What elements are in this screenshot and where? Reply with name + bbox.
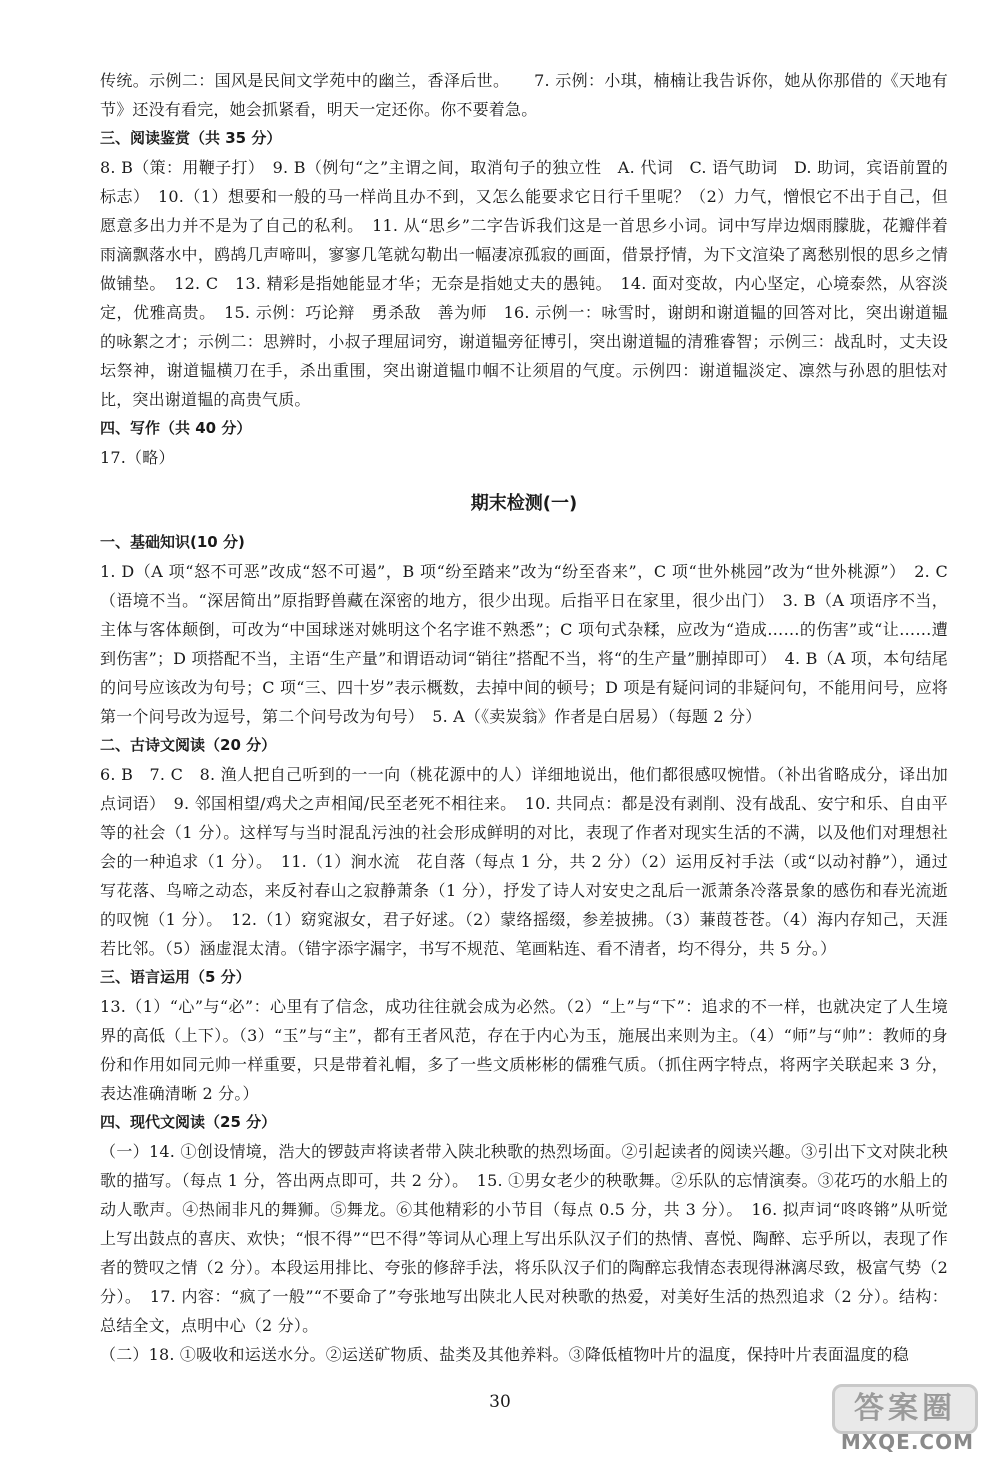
watermark-url: MXQE.COM <box>840 1430 974 1454</box>
exam-section-4-heading: 四、现代文阅读（25 分） <box>100 1113 277 1131</box>
exam-section-3-body: 13.（1）“心”与“必”：心里有了信念，成功往往就会成为必然。（2）“上”与“下”：追求的不一样，也就决定了人生境界的高低（上下）。（3）“玉”与“主”，都有王者风范，存在于内心为玉，施展出来则为主。（4）“师”与“帅”：教师的身份和作用如同元帅一样重要，只是带着礼帽，多了一些文质彬彬的儒雅气质。（抓住两字特点，将两字关联起来 3 分，表达准确清晰 2 分。） <box>100 997 948 1103</box>
exam-section-1-body: 1. D（A 项“怒不可恶”改成“怒不可遏”，B 项“纷至踏来”改为“纷至沓来”，C 项“世外桃园”改为“世外桃源”） 2. C（语境不当。“深居简出”原指野兽藏在深密的地方，很少出现。后指平日在家里，很少出门） 3. B（A 项语序不当，主体与客体颠倒，可改为“中国球迷对姚明这个名字谁不熟悉”；C 项句式杂糅，应改为“造成……的伤害”或“让……遭到伤害”；D 项搭配不当，主语“生产量”和谓语动词“销往”搭配不当，将“的生产量”删掉即可） 4. B（A 项，本句结尾的问号应该改为句号；C 项“三、四十岁”表示概数，去掉中间的顿号；D 项是有疑问词的非疑问句，不能用问号，应将第一个问号改为逗号，第二个问号改为句号） 5. A（《卖炭翁》作者是白居易）（每题 2 分） <box>100 562 948 726</box>
section-3-heading: 三、阅读鉴赏（共 35 分） <box>100 129 282 147</box>
section-4-heading: 四、写作（共 40 分） <box>100 419 252 437</box>
section-3-body: 8. B（策：用鞭子打） 9. B（例句“之”主谓之间，取消句子的独立性 A. 代词 C. 语气助词 D. 助词，宾语前置的标志） 10.（1）想要和一般的马一样尚且办不到，又怎么能要求它日行千里呢？（2）力气，憎恨它不出于自己，但愿意多出力并不是为了自己的私利。 11. 从“思乡”二字告诉我们这是一首思乡小词。词中写岸边烟雨朦胧，花瓣伴着雨滴飘落水中，鸥鸪几声啼叫，寥寥几笔就勾勒出一幅凄凉孤寂的画面，借景抒情，为下文渲染了离愁别恨的思乡之情做铺垫。 12. C 13. 精彩是指她能显才华；无奈是指她丈夫的愚钝。 14. 面对变故，内心坚定，心境泰然，从容淡定，优雅高贵。 15. 示例：巧论辩 勇杀敌 善为师 16. 示例一：咏雪时，谢朗和谢道韫的回答对比，突出谢道韫的咏絮之才；示例二：思辨时，小叔子理屈词穷，谢道韫旁征博引，突出谢道韫的清雅睿智；示例三：战乱时，丈夫设坛祭神，谢道韫横刀在手，杀出重围，突出谢道韫巾帼不让须眉的气度。示例四：谢道韫淡定、凛然与孙恩的胆怯对比，突出谢道韫的高贵气质。 <box>100 158 948 409</box>
exam-title: 期末检测(一) <box>470 493 578 514</box>
page-number: 30 <box>489 1392 511 1412</box>
exam-section-1-heading: 一、基础知识(10 分) <box>100 533 245 551</box>
intro-paragraph: 传统。示例二：国风是民间文学苑中的幽兰，香泽后世。 7. 示例：小琪，楠楠让我告诉你，她从你那借的《天地有节》还没有看完，她会抓紧看，明天一定还你。你不要着急。 <box>100 71 948 119</box>
exam-section-4-part-2: （二）18. ①吸收和运送水分。②运送矿物质、盐类及其他养料。③降低植物叶片的温度，保持叶片表面温度的稳 <box>100 1345 909 1364</box>
exam-section-2-body: 6. B 7. C 8. 渔人把自己听到的一一向（桃花源中的人）详细地说出，他们都很感叹惋惜。（补出省略成分，译出加点词语） 9. 邻国相望/鸡犬之声相闻/民至老死不相往来。 10. 共同点：都是没有剥削、没有战乱、安宁和乐、自由平等的社会（1 分）。这样写与当时混乱污浊的社会形成鲜明的对比，表现了作者对现实生活的不满，以及他们对理想社会的一种追求（1 分）。 11.（1）涧水流 花自落（每点 1 分，共 2 分）（2）运用反衬手法（或“以动衬静”），通过写花落、鸟啼之动态，来反衬春山之寂静萧条（1 分），抒发了诗人对安史之乱后一派萧条冷落景象的感伤和春光流逝的叹惋（1 分）。 12.（1）窈窕淑女，君子好逑。（2）蒙络摇缀，参差披拂。（3）蒹葭苍苍。（4）海内存知己，天涯若比邻。（5）涵虚混太清。（错字添字漏字，书写不规范、笔画粘连、看不清者，均不得分，共 5 分。） <box>100 765 948 958</box>
section-4-body: 17.（略） <box>100 448 175 467</box>
exam-section-2-heading: 二、古诗文阅读（20 分） <box>100 736 277 754</box>
watermark <box>832 1382 982 1454</box>
exam-section-3-heading: 三、语言运用（5 分） <box>100 968 251 986</box>
exam-section-4-body: （一）14. ①创设情境，浩大的锣鼓声将读者带入陕北秧歌的热烈场面。②引起读者的阅读兴趣。③引出下文对陕北秧歌的描写。（每点 1 分，答出两点即可，共 2 分）。 15. ①男女老少的秧歌舞。②乐队的忘情演奏。③花巧的水船上的动人歌声。④热闹非凡的舞狮。⑤舞龙。⑥其他精彩的小节目（每点 0.5 分，共 3 分）。 16. 拟声词“咚咚锵”从听觉上写出鼓点的喜庆、欢快；“恨不得”“巴不得”等词从心理上写出乐队汉子们的热情、喜悦、陶醉、忘乎所以，表现了作者的赞叹之情（2 分）。本段运用排比、夸张的修辞手法，将乐队汉子们的陶醉忘我情态表现得淋漓尽致，极富气势（2 分）。 17. 内容：“疯了一般”“不要命了”夸张地写出陕北人民对秧歌的热爱，对美好生活的热烈追求（2 分）。结构：总结全文，点明中心（2 分）。 <box>100 1142 948 1335</box>
page-content <box>100 66 948 1369</box>
watermark-logo: 答案圈 <box>832 1384 978 1434</box>
